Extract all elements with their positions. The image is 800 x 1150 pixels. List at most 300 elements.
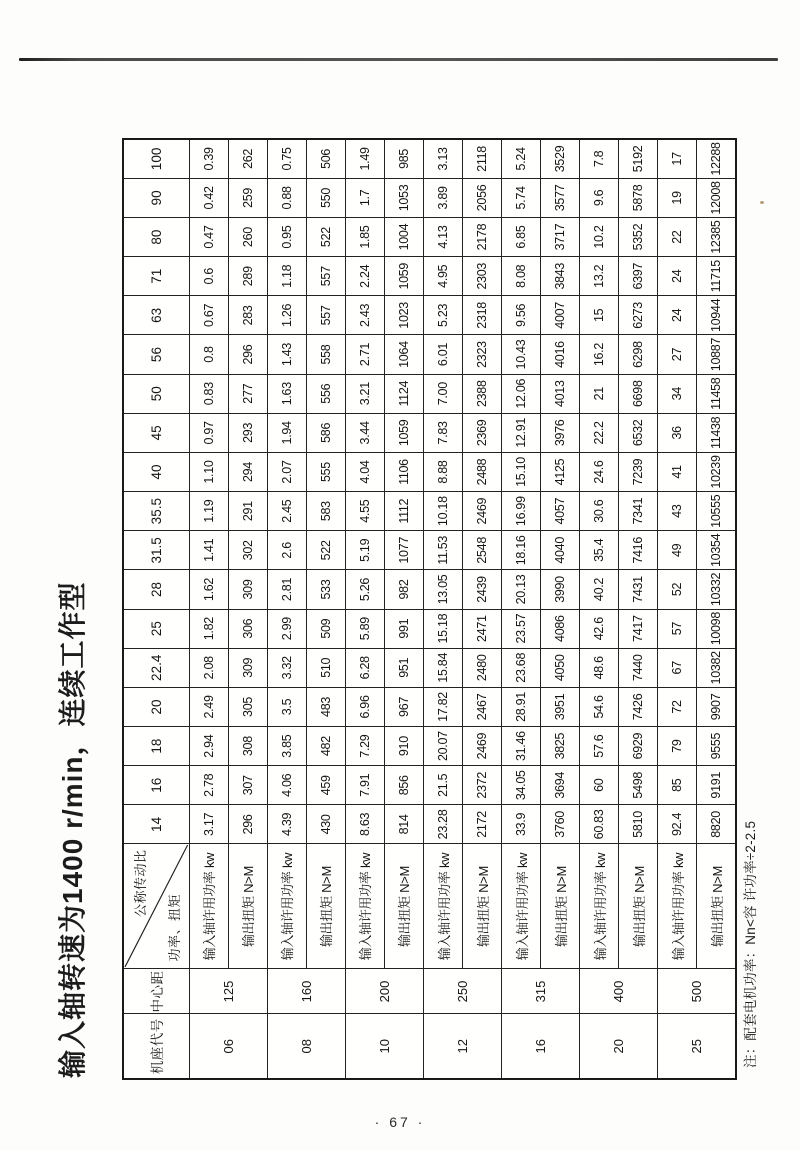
output-torque-value-cell: 5878 — [619, 178, 658, 217]
output-torque-value-cell: 309 — [228, 648, 267, 687]
output-torque-value-cell: 910 — [384, 727, 423, 766]
ratio-header-cell: 80 — [123, 218, 189, 257]
center-distance-cell: 500 — [658, 969, 736, 1014]
ratio-header-cell: 63 — [123, 296, 189, 335]
center-distance-cell: 250 — [423, 969, 501, 1014]
input-power-value-cell: 20.13 — [502, 570, 541, 609]
output-torque-value-cell: 11438 — [697, 413, 736, 452]
output-torque-label-cell: 输出扭矩 N>M — [306, 844, 345, 969]
ratio-header-label: 公称传动比 — [133, 849, 148, 918]
power-torque-label: 功率、扭矩 — [166, 893, 182, 962]
input-power-value-cell: 49 — [658, 531, 697, 570]
input-power-value-cell: 0.39 — [189, 139, 228, 178]
output-torque-label-cell: 输出扭矩 N>M — [228, 844, 267, 969]
input-power-value-cell: 85 — [658, 766, 697, 805]
output-torque-value-cell: 1059 — [384, 413, 423, 452]
input-power-value-cell: 5.74 — [502, 178, 541, 217]
output-torque-value-cell: 4007 — [541, 296, 580, 335]
input-power-value-cell: 1.26 — [267, 296, 306, 335]
input-power-value-cell: 54.6 — [580, 687, 619, 726]
output-torque-value-cell: 556 — [306, 374, 345, 413]
input-power-value-cell: 2.08 — [189, 648, 228, 687]
output-torque-value-cell: 6298 — [619, 335, 658, 374]
frame-power-row — [423, 139, 462, 1079]
frame-power-row — [345, 139, 384, 1079]
input-power-label-cell: 输入轴许用功率 kw — [502, 844, 541, 969]
output-torque-value-cell: 5498 — [619, 766, 658, 805]
input-power-value-cell: 1.49 — [345, 139, 384, 178]
output-torque-value-cell: 2548 — [463, 531, 502, 570]
input-power-label-cell: 输入轴许用功率 kw — [189, 844, 228, 969]
output-torque-value-cell: 9907 — [697, 687, 736, 726]
input-power-value-cell: 31.46 — [502, 727, 541, 766]
input-power-value-cell: 0.8 — [189, 335, 228, 374]
output-torque-value-cell: 305 — [228, 687, 267, 726]
input-power-value-cell: 7.91 — [345, 766, 384, 805]
input-power-value-cell: 4.55 — [345, 492, 384, 531]
output-torque-value-cell: 4016 — [541, 335, 580, 374]
output-torque-value-cell: 557 — [306, 296, 345, 335]
input-power-value-cell: 10.18 — [423, 492, 462, 531]
input-power-value-cell: 7.83 — [423, 413, 462, 452]
output-torque-value-cell: 260 — [228, 218, 267, 257]
output-torque-value-cell: 482 — [306, 727, 345, 766]
header-row — [123, 139, 189, 1079]
ratio-header-cell: 28 — [123, 570, 189, 609]
input-power-value-cell: 60.83 — [580, 805, 619, 844]
frame-torque-row — [541, 139, 580, 1079]
output-torque-value-cell: 3717 — [541, 218, 580, 257]
input-power-value-cell: 16.2 — [580, 335, 619, 374]
output-torque-value-cell: 583 — [306, 492, 345, 531]
frame-code-cell: 10 — [345, 1014, 423, 1079]
frame-torque-row — [697, 139, 736, 1079]
input-power-value-cell: 9.6 — [580, 178, 619, 217]
input-power-value-cell: 16.99 — [502, 492, 541, 531]
output-torque-value-cell: 9555 — [697, 727, 736, 766]
input-power-value-cell: 22 — [658, 218, 697, 257]
input-power-value-cell: 57 — [658, 609, 697, 648]
output-torque-value-cell: 550 — [306, 178, 345, 217]
output-torque-value-cell: 5810 — [619, 805, 658, 844]
input-power-value-cell: 2.94 — [189, 727, 228, 766]
input-power-value-cell: 5.89 — [345, 609, 384, 648]
ratio-header-cell: 40 — [123, 452, 189, 491]
input-power-value-cell: 1.43 — [267, 335, 306, 374]
input-power-value-cell: 4.13 — [423, 218, 462, 257]
output-torque-value-cell: 4057 — [541, 492, 580, 531]
output-torque-value-cell: 555 — [306, 452, 345, 491]
input-power-value-cell: 17 — [658, 139, 697, 178]
output-torque-value-cell: 6273 — [619, 296, 658, 335]
output-torque-value-cell: 4125 — [541, 452, 580, 491]
frame-code-cell: 12 — [423, 1014, 501, 1079]
input-power-value-cell: 15.84 — [423, 648, 462, 687]
output-torque-value-cell: 2469 — [463, 492, 502, 531]
output-torque-value-cell: 4040 — [541, 531, 580, 570]
output-torque-value-cell: 1059 — [384, 257, 423, 296]
input-power-value-cell: 15 — [580, 296, 619, 335]
input-power-value-cell: 19 — [658, 178, 697, 217]
input-power-value-cell: 0.42 — [189, 178, 228, 217]
output-torque-label-cell: 输出扭矩 N>M — [541, 844, 580, 969]
output-torque-value-cell: 10555 — [697, 492, 736, 531]
frame-power-row — [267, 139, 306, 1079]
frame-torque-row — [228, 139, 267, 1079]
frame-power-row — [189, 139, 228, 1079]
input-power-value-cell: 3.44 — [345, 413, 384, 452]
input-power-value-cell: 41 — [658, 452, 697, 491]
output-torque-value-cell: 7416 — [619, 531, 658, 570]
output-torque-value-cell: 3577 — [541, 178, 580, 217]
output-torque-value-cell: 2372 — [463, 766, 502, 805]
output-torque-value-cell: 11458 — [697, 374, 736, 413]
input-power-value-cell: 3.5 — [267, 687, 306, 726]
input-power-value-cell: 3.13 — [423, 139, 462, 178]
input-power-value-cell: 8.08 — [502, 257, 541, 296]
output-torque-value-cell: 10887 — [697, 335, 736, 374]
input-power-value-cell: 60 — [580, 766, 619, 805]
input-power-value-cell: 15.18 — [423, 609, 462, 648]
ratio-header-cell: 31.5 — [123, 531, 189, 570]
input-power-label-cell: 输入轴许用功率 kw — [267, 844, 306, 969]
output-torque-value-cell: 2480 — [463, 648, 502, 687]
output-torque-value-cell: 533 — [306, 570, 345, 609]
output-torque-value-cell: 10944 — [697, 296, 736, 335]
rotated-content — [37, 138, 767, 1080]
output-torque-value-cell: 483 — [306, 687, 345, 726]
input-power-value-cell: 1.94 — [267, 413, 306, 452]
output-torque-value-cell: 12385 — [697, 218, 736, 257]
input-power-value-cell: 1.10 — [189, 452, 228, 491]
frame-code-cell: 20 — [580, 1014, 658, 1079]
output-torque-value-cell: 951 — [384, 648, 423, 687]
input-power-value-cell: 34.05 — [502, 766, 541, 805]
input-power-label-cell: 输入轴许用功率 kw — [580, 844, 619, 969]
ratio-header-cell: 18 — [123, 727, 189, 766]
output-torque-value-cell: 296 — [228, 335, 267, 374]
output-torque-label-cell: 输出扭矩 N>M — [463, 844, 502, 969]
input-power-value-cell: 1.62 — [189, 570, 228, 609]
output-torque-value-cell: 3760 — [541, 805, 580, 844]
frame-power-row — [658, 139, 697, 1079]
input-power-value-cell: 0.6 — [189, 257, 228, 296]
output-torque-value-cell: 1064 — [384, 335, 423, 374]
output-torque-value-cell: 4050 — [541, 648, 580, 687]
output-torque-value-cell: 2323 — [463, 335, 502, 374]
input-power-value-cell: 3.85 — [267, 727, 306, 766]
output-torque-value-cell: 10098 — [697, 609, 736, 648]
input-power-value-cell: 22.2 — [580, 413, 619, 452]
input-power-value-cell: 6.28 — [345, 648, 384, 687]
output-torque-value-cell: 10239 — [697, 452, 736, 491]
output-torque-value-cell: 3990 — [541, 570, 580, 609]
input-power-value-cell: 11.53 — [423, 531, 462, 570]
input-power-value-cell: 42.6 — [580, 609, 619, 648]
input-power-value-cell: 1.63 — [267, 374, 306, 413]
input-power-value-cell: 1.41 — [189, 531, 228, 570]
output-torque-value-cell: 262 — [228, 139, 267, 178]
ratio-header-cell: 90 — [123, 178, 189, 217]
input-power-value-cell: 7.8 — [580, 139, 619, 178]
input-power-value-cell: 33.9 — [502, 805, 541, 844]
ratio-table-body — [123, 139, 736, 1079]
ratio-header-cell: 22.4 — [123, 648, 189, 687]
output-torque-value-cell: 522 — [306, 531, 345, 570]
input-power-value-cell: 2.45 — [267, 492, 306, 531]
page-top-rule — [19, 58, 778, 61]
output-torque-value-cell: 296 — [228, 805, 267, 844]
output-torque-value-cell: 277 — [228, 374, 267, 413]
output-torque-value-cell: 9191 — [697, 766, 736, 805]
output-torque-value-cell: 2439 — [463, 570, 502, 609]
output-torque-value-cell: 2056 — [463, 178, 502, 217]
output-torque-value-cell: 5192 — [619, 139, 658, 178]
frame-torque-row — [384, 139, 423, 1079]
output-torque-value-cell: 814 — [384, 805, 423, 844]
ratio-header-cell: 45 — [123, 413, 189, 452]
output-torque-value-cell: 306 — [228, 609, 267, 648]
input-power-value-cell: 79 — [658, 727, 697, 766]
output-torque-value-cell: 459 — [306, 766, 345, 805]
input-power-value-cell: 5.23 — [423, 296, 462, 335]
input-power-value-cell: 2.99 — [267, 609, 306, 648]
output-torque-value-cell: 430 — [306, 805, 345, 844]
input-power-value-cell: 10.43 — [502, 335, 541, 374]
ratio-header-cell: 100 — [123, 139, 189, 178]
input-power-value-cell: 92.4 — [658, 805, 697, 844]
input-power-value-cell: 0.83 — [189, 374, 228, 413]
output-torque-value-cell: 259 — [228, 178, 267, 217]
ratio-header-cell: 14 — [123, 805, 189, 844]
output-torque-value-cell: 8820 — [697, 805, 736, 844]
input-power-value-cell: 30.6 — [580, 492, 619, 531]
frame-code-cell: 16 — [502, 1014, 580, 1079]
input-power-value-cell: 13.05 — [423, 570, 462, 609]
output-torque-value-cell: 506 — [306, 139, 345, 178]
output-torque-label-cell: 输出扭矩 N>M — [384, 844, 423, 969]
input-power-value-cell: 2.6 — [267, 531, 306, 570]
input-power-value-cell: 7.29 — [345, 727, 384, 766]
output-torque-value-cell: 294 — [228, 452, 267, 491]
input-power-value-cell: 1.19 — [189, 492, 228, 531]
output-torque-value-cell: 7431 — [619, 570, 658, 609]
output-torque-value-cell: 7239 — [619, 452, 658, 491]
input-power-value-cell: 24 — [658, 257, 697, 296]
output-torque-value-cell: 510 — [306, 648, 345, 687]
input-power-value-cell: 3.32 — [267, 648, 306, 687]
ratio-header-cell: 16 — [123, 766, 189, 805]
input-power-value-cell: 0.67 — [189, 296, 228, 335]
output-torque-value-cell: 5352 — [619, 218, 658, 257]
input-power-value-cell: 12.06 — [502, 374, 541, 413]
input-power-value-cell: 48.6 — [580, 648, 619, 687]
output-torque-value-cell: 4013 — [541, 374, 580, 413]
output-torque-value-cell: 293 — [228, 413, 267, 452]
input-power-value-cell: 36 — [658, 413, 697, 452]
center-distance-header: 中心距 — [123, 969, 189, 1014]
output-torque-value-cell: 10354 — [697, 531, 736, 570]
ratio-power-diagonal-header — [123, 844, 189, 969]
input-power-value-cell: 23.68 — [502, 648, 541, 687]
output-torque-value-cell: 3976 — [541, 413, 580, 452]
ratio-header-cell: 25 — [123, 609, 189, 648]
center-distance-cell: 200 — [345, 969, 423, 1014]
input-power-value-cell: 7.00 — [423, 374, 462, 413]
input-power-value-cell: 67 — [658, 648, 697, 687]
input-power-value-cell: 2.07 — [267, 452, 306, 491]
output-torque-value-cell: 2388 — [463, 374, 502, 413]
input-power-value-cell: 23.57 — [502, 609, 541, 648]
ratio-header-cell: 20 — [123, 687, 189, 726]
output-torque-value-cell: 3843 — [541, 257, 580, 296]
input-power-value-cell: 0.88 — [267, 178, 306, 217]
input-power-value-cell: 2.78 — [189, 766, 228, 805]
input-power-value-cell: 8.88 — [423, 452, 462, 491]
output-torque-value-cell: 1112 — [384, 492, 423, 531]
input-power-value-cell: 4.95 — [423, 257, 462, 296]
input-power-value-cell: 2.24 — [345, 257, 384, 296]
input-power-value-cell: 4.06 — [267, 766, 306, 805]
output-torque-value-cell: 6698 — [619, 374, 658, 413]
output-torque-value-cell: 3694 — [541, 766, 580, 805]
center-distance-cell: 125 — [189, 969, 267, 1014]
output-torque-value-cell: 2303 — [463, 257, 502, 296]
input-power-value-cell: 43 — [658, 492, 697, 531]
input-power-value-cell: 17.82 — [423, 687, 462, 726]
output-torque-value-cell: 2467 — [463, 687, 502, 726]
output-torque-value-cell: 2178 — [463, 218, 502, 257]
input-power-value-cell: 2.49 — [189, 687, 228, 726]
input-power-value-cell: 0.95 — [267, 218, 306, 257]
input-power-value-cell: 9.56 — [502, 296, 541, 335]
center-distance-cell: 315 — [502, 969, 580, 1014]
output-torque-value-cell: 856 — [384, 766, 423, 805]
output-torque-value-cell: 12288 — [697, 139, 736, 178]
input-power-value-cell: 24.6 — [580, 452, 619, 491]
output-torque-value-cell: 4086 — [541, 609, 580, 648]
output-torque-value-cell: 3825 — [541, 727, 580, 766]
input-power-value-cell: 40.2 — [580, 570, 619, 609]
output-torque-label-cell: 输出扭矩 N>M — [619, 844, 658, 969]
output-torque-value-cell: 302 — [228, 531, 267, 570]
output-torque-value-cell: 11715 — [697, 257, 736, 296]
output-torque-value-cell: 991 — [384, 609, 423, 648]
center-distance-cell: 160 — [267, 969, 345, 1014]
input-power-value-cell: 4.04 — [345, 452, 384, 491]
output-torque-value-cell: 308 — [228, 727, 267, 766]
output-torque-value-cell: 10332 — [697, 570, 736, 609]
output-torque-value-cell: 2488 — [463, 452, 502, 491]
footnote: 注：配套电机功率：Nn<容 许功率÷2-2.5 — [743, 820, 758, 1068]
input-power-value-cell: 2.71 — [345, 335, 384, 374]
page-title: 输入轴转速为1400 r/min，连续工作型 — [57, 581, 88, 1078]
frame-power-row — [502, 139, 541, 1079]
output-torque-value-cell: 557 — [306, 257, 345, 296]
output-torque-value-cell: 1004 — [384, 218, 423, 257]
output-torque-value-cell: 586 — [306, 413, 345, 452]
input-power-value-cell: 13.2 — [580, 257, 619, 296]
input-power-value-cell: 52 — [658, 570, 697, 609]
input-power-value-cell: 12.91 — [502, 413, 541, 452]
output-torque-value-cell: 6532 — [619, 413, 658, 452]
input-power-value-cell: 15.10 — [502, 452, 541, 491]
output-torque-value-cell: 2318 — [463, 296, 502, 335]
output-torque-value-cell: 309 — [228, 570, 267, 609]
input-power-value-cell: 28.91 — [502, 687, 541, 726]
input-power-value-cell: 1.85 — [345, 218, 384, 257]
input-power-label-cell: 输入轴许用功率 kw — [658, 844, 697, 969]
input-power-value-cell: 5.24 — [502, 139, 541, 178]
input-power-value-cell: 18.16 — [502, 531, 541, 570]
output-torque-value-cell: 3529 — [541, 139, 580, 178]
output-torque-value-cell: 289 — [228, 257, 267, 296]
input-power-value-cell: 1.82 — [189, 609, 228, 648]
ratio-header-cell: 56 — [123, 335, 189, 374]
output-torque-value-cell: 283 — [228, 296, 267, 335]
input-power-value-cell: 3.89 — [423, 178, 462, 217]
input-power-value-cell: 8.63 — [345, 805, 384, 844]
output-torque-value-cell: 522 — [306, 218, 345, 257]
input-power-value-cell: 1.18 — [267, 257, 306, 296]
ratio-header-cell: 50 — [123, 374, 189, 413]
input-power-value-cell: 4.39 — [267, 805, 306, 844]
output-torque-value-cell: 6397 — [619, 257, 658, 296]
output-torque-value-cell: 2172 — [463, 805, 502, 844]
input-power-value-cell: 10.2 — [580, 218, 619, 257]
output-torque-value-cell: 2118 — [463, 139, 502, 178]
frame-code-header: 机座代号 — [123, 1014, 189, 1079]
input-power-value-cell: 5.26 — [345, 570, 384, 609]
output-torque-value-cell: 985 — [384, 139, 423, 178]
input-power-value-cell: 24 — [658, 296, 697, 335]
input-power-value-cell: 57.6 — [580, 727, 619, 766]
frame-torque-row — [463, 139, 502, 1079]
output-torque-value-cell: 291 — [228, 492, 267, 531]
input-power-value-cell: 27 — [658, 335, 697, 374]
output-torque-value-cell: 12008 — [697, 178, 736, 217]
output-torque-value-cell: 1077 — [384, 531, 423, 570]
input-power-value-cell: 23.28 — [423, 805, 462, 844]
output-torque-value-cell: 307 — [228, 766, 267, 805]
output-torque-value-cell: 10382 — [697, 648, 736, 687]
page-number: · 67 · — [374, 1114, 426, 1130]
input-power-value-cell: 20.07 — [423, 727, 462, 766]
output-torque-value-cell: 7417 — [619, 609, 658, 648]
output-torque-value-cell: 2471 — [463, 609, 502, 648]
input-power-value-cell: 6.85 — [502, 218, 541, 257]
output-torque-value-cell: 3951 — [541, 687, 580, 726]
ratio-table — [122, 138, 737, 1080]
output-torque-value-cell: 967 — [384, 687, 423, 726]
input-power-value-cell: 34 — [658, 374, 697, 413]
frame-code-cell: 06 — [189, 1014, 267, 1079]
input-power-value-cell: 6.96 — [345, 687, 384, 726]
output-torque-value-cell: 1124 — [384, 374, 423, 413]
input-power-value-cell: 0.97 — [189, 413, 228, 452]
ratio-header-cell: 35.5 — [123, 492, 189, 531]
output-torque-value-cell: 558 — [306, 335, 345, 374]
input-power-value-cell: 21.5 — [423, 766, 462, 805]
input-power-label-cell: 输入轴许用功率 kw — [345, 844, 384, 969]
input-power-value-cell: 2.43 — [345, 296, 384, 335]
input-power-value-cell: 72 — [658, 687, 697, 726]
input-power-value-cell: 1.7 — [345, 178, 384, 217]
frame-torque-row — [619, 139, 658, 1079]
input-power-value-cell: 3.21 — [345, 374, 384, 413]
input-power-value-cell: 35.4 — [580, 531, 619, 570]
frame-torque-row — [306, 139, 345, 1079]
